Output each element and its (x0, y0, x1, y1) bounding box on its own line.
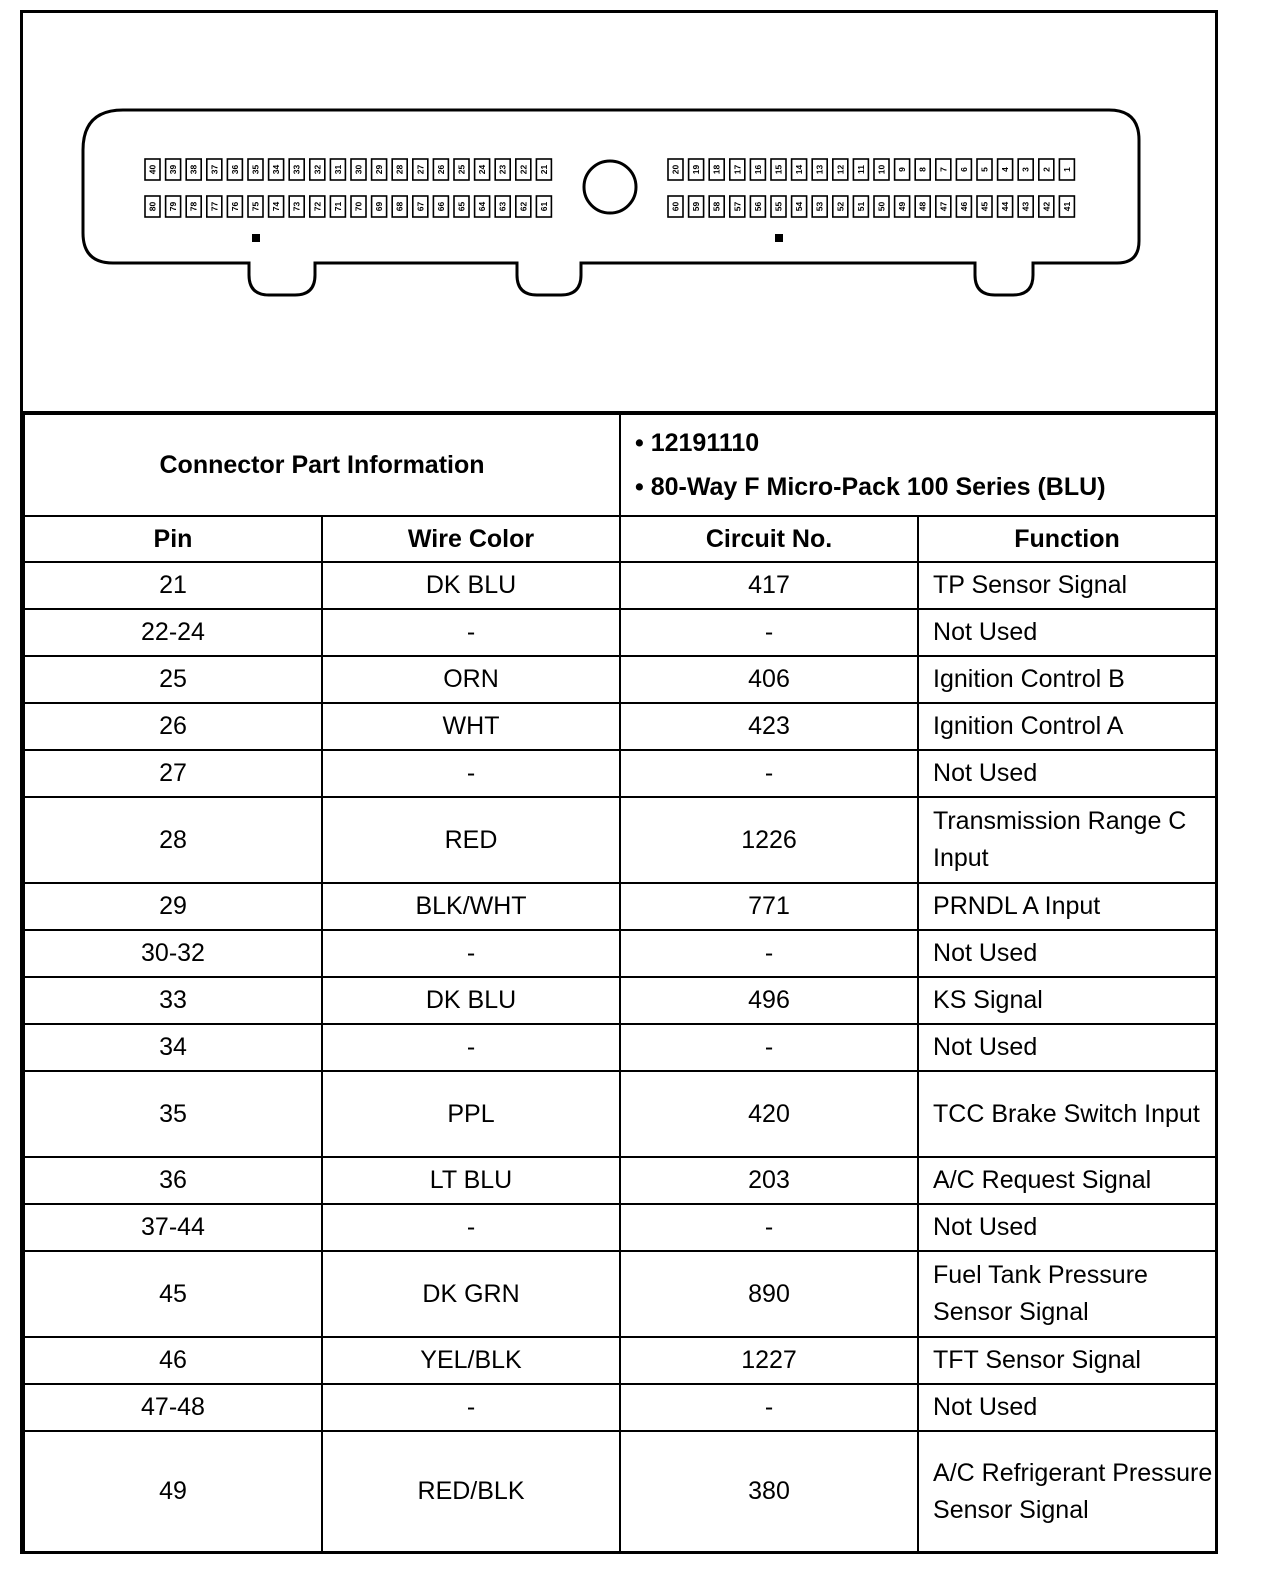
function-cell: Fuel Tank Pressure Sensor Signal (918, 1251, 1216, 1337)
pin-number: 19 (691, 164, 702, 175)
pin-number: 18 (711, 164, 722, 175)
pin-number: 63 (497, 201, 508, 212)
pin-number: 15 (773, 164, 784, 175)
table-row (24, 977, 1216, 1024)
function-cell: Not Used (918, 609, 1216, 656)
pin-number: 14 (794, 164, 805, 175)
pin-cavity (668, 159, 683, 180)
header-pin: Pin (24, 516, 322, 562)
function-cell: A/C Request Signal (918, 1157, 1216, 1204)
pin-cavity (269, 196, 284, 217)
pin-cavity (454, 196, 469, 217)
pin-number: 68 (394, 201, 405, 212)
pin-cavity (853, 159, 868, 180)
pin-cavity (668, 196, 683, 217)
pin-cell: 26 (24, 703, 322, 750)
pin-number: 55 (773, 201, 784, 212)
connector-sheet (20, 10, 1218, 1554)
pin-number: 28 (394, 164, 405, 175)
pin-cavity (998, 196, 1013, 217)
pin-number: 54 (794, 201, 805, 212)
table-row (24, 703, 1216, 750)
wire-color-cell: - (322, 1384, 620, 1431)
pin-number: 4 (1000, 167, 1011, 172)
pin-cell: 30-32 (24, 930, 322, 977)
circuit-cell: 406 (620, 656, 918, 703)
pin-number: 57 (732, 201, 743, 212)
circuit-cell: - (620, 609, 918, 656)
pin-number: 17 (732, 164, 743, 175)
part-number: 12191110 (650, 429, 760, 457)
table-row (24, 930, 1216, 977)
function-cell: KS Signal (918, 977, 1216, 1024)
pin-cavity (351, 159, 366, 180)
pin-cavity (310, 159, 325, 180)
pin-cavity (186, 196, 201, 217)
function-cell: Not Used (918, 1204, 1216, 1251)
pin-number: 10 (876, 164, 887, 175)
wire-color-cell: DK GRN (322, 1251, 620, 1337)
function-cell: TCC Brake Switch Input (918, 1071, 1216, 1157)
pin-cavity (351, 196, 366, 217)
pin-number: 70 (353, 201, 364, 212)
pin-cell: 35 (24, 1071, 322, 1157)
pin-number: 77 (209, 201, 220, 212)
pin-cavity (413, 196, 428, 217)
pin-number: 31 (332, 164, 343, 175)
pin-number: 42 (1041, 201, 1052, 212)
table-row (24, 1384, 1216, 1431)
pin-number: 27 (415, 164, 426, 175)
pin-cavity (915, 196, 930, 217)
pin-number: 3 (1020, 167, 1031, 172)
pin-cavity (792, 159, 807, 180)
pin-number: 76 (229, 201, 240, 212)
function-cell: Ignition Control A (918, 703, 1216, 750)
pin-number: 60 (670, 201, 681, 212)
function-cell: Not Used (918, 1024, 1216, 1071)
part-info-list (620, 414, 1216, 516)
pin-number: 22 (518, 164, 529, 175)
pin-cavity (207, 196, 222, 217)
function-cell: A/C Refrigerant Pressure Sensor Signal (918, 1431, 1216, 1552)
pin-cavity (1018, 159, 1033, 180)
table-row (24, 1337, 1216, 1384)
table-row (24, 1251, 1216, 1337)
table-row (24, 1157, 1216, 1204)
pin-cavity (310, 196, 325, 217)
pin-number: 58 (711, 201, 722, 212)
function-cell: PRNDL A Input (918, 883, 1216, 930)
pin-number: 64 (477, 201, 488, 212)
pin-number: 33 (291, 164, 302, 175)
circuit-cell: - (620, 1024, 918, 1071)
pin-number: 40 (147, 164, 158, 175)
function-cell: Not Used (918, 1384, 1216, 1431)
table-row (24, 1024, 1216, 1071)
pin-cell: 49 (24, 1431, 322, 1552)
pin-cavity (1059, 196, 1074, 217)
wire-color-cell: RED (322, 797, 620, 883)
pin-cavity (998, 159, 1013, 180)
pin-cavity (977, 159, 992, 180)
connector-diagram (23, 13, 1215, 414)
pin-number: 44 (1000, 201, 1011, 212)
pin-cavity (372, 159, 387, 180)
pin-cavity (433, 159, 448, 180)
circuit-cell: - (620, 1384, 918, 1431)
pin-cavities (145, 159, 1074, 217)
wire-color-cell: - (322, 1204, 620, 1251)
wire-color-cell: RED/BLK (322, 1431, 620, 1552)
pin-number: 41 (1061, 201, 1072, 212)
pin-number: 46 (958, 201, 969, 212)
part-info-row (24, 414, 1216, 516)
pin-cavity (750, 196, 765, 217)
pin-number: 62 (518, 201, 529, 212)
pin-cavity (186, 159, 201, 180)
pin-cavity (227, 159, 242, 180)
table-row (24, 1431, 1216, 1552)
pin-number: 49 (897, 201, 908, 212)
circuit-cell: 1227 (620, 1337, 918, 1384)
table-row (24, 609, 1216, 656)
pin-cavity (330, 159, 345, 180)
pin-cell: 21 (24, 562, 322, 609)
pin-number: 35 (250, 164, 261, 175)
pin-number: 34 (271, 164, 282, 175)
pin-cell: 47-48 (24, 1384, 322, 1431)
pin-cavity (936, 159, 951, 180)
pin-number: 39 (168, 164, 179, 175)
pin-number: 80 (147, 201, 158, 212)
pin-cavity (1039, 196, 1054, 217)
pin-number: 16 (752, 164, 763, 175)
table-row (24, 656, 1216, 703)
part-info-item: • 80-Way F Micro-Pack 100 Series (BLU) (635, 473, 1106, 501)
circuit-cell: - (620, 930, 918, 977)
polarization-mark-right (775, 234, 783, 242)
pin-cavity (709, 196, 724, 217)
function-cell: TFT Sensor Signal (918, 1337, 1216, 1384)
circuit-cell: 203 (620, 1157, 918, 1204)
pin-cavity (977, 196, 992, 217)
pin-number: 30 (353, 164, 364, 175)
pin-cavity (936, 196, 951, 217)
pin-number: 75 (250, 201, 261, 212)
wire-color-cell: DK BLU (322, 562, 620, 609)
wire-color-cell: ORN (322, 656, 620, 703)
pin-cell: 27 (24, 750, 322, 797)
circuit-cell: 420 (620, 1071, 918, 1157)
wire-color-cell: WHT (322, 703, 620, 750)
pin-cavity (413, 159, 428, 180)
pinout-table (23, 413, 1217, 1553)
pin-number: 72 (312, 201, 323, 212)
circuit-cell: - (620, 750, 918, 797)
pin-number: 7 (938, 167, 949, 172)
pin-cavity (475, 196, 490, 217)
function-cell: Not Used (918, 750, 1216, 797)
pin-cavity (874, 159, 889, 180)
pin-number: 51 (855, 201, 866, 212)
pin-cavity (750, 159, 765, 180)
pin-number: 26 (435, 164, 446, 175)
pin-cavity (956, 196, 971, 217)
pin-number: 6 (958, 167, 969, 172)
part-description: 80-Way F Micro-Pack 100 Series (BLU) (650, 473, 1106, 501)
pin-cavity (516, 159, 531, 180)
circuit-cell: 496 (620, 977, 918, 1024)
pin-cavity (1018, 196, 1033, 217)
circuit-cell: 890 (620, 1251, 918, 1337)
header-wire-color: Wire Color (322, 516, 620, 562)
pin-cavity (495, 196, 510, 217)
wire-color-cell: - (322, 930, 620, 977)
table-row (24, 797, 1216, 883)
pin-cavity (833, 196, 848, 217)
pin-number: 71 (332, 201, 343, 212)
pin-cavity (1039, 159, 1054, 180)
pin-number: 8 (917, 167, 928, 172)
pin-cavity (433, 196, 448, 217)
pin-cavity (709, 159, 724, 180)
wire-color-cell: - (322, 1024, 620, 1071)
pin-number: 47 (938, 201, 949, 212)
center-key-hole (584, 161, 636, 213)
pin-number: 65 (456, 201, 467, 212)
pin-cavity (895, 196, 910, 217)
pin-cavity (689, 196, 704, 217)
pin-cavity (812, 159, 827, 180)
pin-cell: 37-44 (24, 1204, 322, 1251)
circuit-cell: 417 (620, 562, 918, 609)
pin-cavity (372, 196, 387, 217)
polarization-mark-left (252, 234, 260, 242)
pin-number: 53 (814, 201, 825, 212)
pin-cavity (1059, 159, 1074, 180)
pin-number: 38 (188, 164, 199, 175)
pin-cavity (495, 159, 510, 180)
circuit-cell: 380 (620, 1431, 918, 1552)
pin-cavity (874, 196, 889, 217)
connector-face-drawing (23, 13, 1215, 411)
pin-cavity (145, 196, 160, 217)
pin-cavity (145, 159, 160, 180)
pin-number: 23 (497, 164, 508, 175)
pin-cell: 34 (24, 1024, 322, 1071)
table-row (24, 562, 1216, 609)
wire-color-cell: PPL (322, 1071, 620, 1157)
pin-cavity (536, 196, 551, 217)
header-row (24, 516, 1216, 562)
pin-number: 73 (291, 201, 302, 212)
pin-number: 56 (752, 201, 763, 212)
pin-number: 61 (538, 201, 549, 212)
pin-number: 50 (876, 201, 887, 212)
pin-number: 37 (209, 164, 220, 175)
header-circuit-no: Circuit No. (620, 516, 918, 562)
pin-cavity (730, 159, 745, 180)
pin-number: 48 (917, 201, 928, 212)
function-cell: Transmission Range C Input (918, 797, 1216, 883)
pin-cavity (207, 159, 222, 180)
pin-cavity (792, 196, 807, 217)
pin-cavity (730, 196, 745, 217)
pin-cavity (392, 159, 407, 180)
pin-number: 11 (855, 165, 866, 174)
pin-cavity (853, 196, 868, 217)
pin-cavity (516, 196, 531, 217)
pin-number: 79 (168, 201, 179, 212)
pin-number: 25 (456, 164, 467, 175)
pin-cell: 25 (24, 656, 322, 703)
circuit-cell: - (620, 1204, 918, 1251)
pin-number: 21 (538, 164, 549, 175)
pin-number: 66 (435, 201, 446, 212)
pin-cavity (536, 159, 551, 180)
pin-cell: 46 (24, 1337, 322, 1384)
wire-color-cell: YEL/BLK (322, 1337, 620, 1384)
pin-number: 43 (1020, 201, 1031, 212)
table-row (24, 1204, 1216, 1251)
pin-cavity (166, 196, 181, 217)
function-cell: Not Used (918, 930, 1216, 977)
pin-number: 20 (670, 164, 681, 175)
wire-color-cell: LT BLU (322, 1157, 620, 1204)
function-cell: TP Sensor Signal (918, 562, 1216, 609)
pin-number: 29 (374, 164, 385, 175)
pin-cavity (289, 159, 304, 180)
pin-cell: 33 (24, 977, 322, 1024)
pin-cavity (454, 159, 469, 180)
wire-color-cell: - (322, 609, 620, 656)
pin-number: 9 (897, 167, 908, 172)
pin-cavity (166, 159, 181, 180)
pin-cavity (915, 159, 930, 180)
pin-number: 1 (1061, 167, 1072, 172)
pin-cell: 28 (24, 797, 322, 883)
pin-cavity (475, 159, 490, 180)
wire-color-cell: - (322, 750, 620, 797)
pin-number: 52 (835, 201, 846, 212)
pin-number: 59 (691, 201, 702, 212)
pin-number: 45 (979, 201, 990, 212)
circuit-cell: 771 (620, 883, 918, 930)
part-info-label: Connector Part Information (24, 414, 620, 516)
pin-number: 67 (415, 201, 426, 212)
pin-cavity (289, 196, 304, 217)
table-row (24, 1071, 1216, 1157)
pin-cavity (956, 159, 971, 180)
pin-cell: 29 (24, 883, 322, 930)
part-info-item: • 12191110 (635, 429, 760, 457)
pin-number: 2 (1041, 167, 1052, 172)
pin-cavity (833, 159, 848, 180)
wire-color-cell: BLK/WHT (322, 883, 620, 930)
pin-number: 5 (979, 167, 990, 172)
pin-cavity (227, 196, 242, 217)
pin-number: 78 (188, 201, 199, 212)
pin-cavity (812, 196, 827, 217)
pin-cell: 45 (24, 1251, 322, 1337)
pin-number: 36 (229, 164, 240, 175)
pin-cavity (895, 159, 910, 180)
pin-cavity (269, 159, 284, 180)
table-row (24, 883, 1216, 930)
header-function: Function (918, 516, 1216, 562)
wire-color-cell: DK BLU (322, 977, 620, 1024)
pin-cavity (330, 196, 345, 217)
table-row (24, 750, 1216, 797)
circuit-cell: 423 (620, 703, 918, 750)
pin-cavity (248, 196, 263, 217)
pin-cell: 36 (24, 1157, 322, 1204)
pin-number: 69 (374, 201, 385, 212)
pin-number: 12 (835, 164, 846, 175)
pin-number: 13 (814, 164, 825, 175)
pin-cavity (392, 196, 407, 217)
pin-cavity (771, 196, 786, 217)
pin-cavity (689, 159, 704, 180)
pin-cell: 22-24 (24, 609, 322, 656)
pin-number: 32 (312, 164, 323, 175)
pin-number: 74 (271, 201, 282, 212)
circuit-cell: 1226 (620, 797, 918, 883)
pin-cavity (248, 159, 263, 180)
function-cell: Ignition Control B (918, 656, 1216, 703)
pin-number: 24 (477, 164, 488, 175)
pin-cavity (771, 159, 786, 180)
